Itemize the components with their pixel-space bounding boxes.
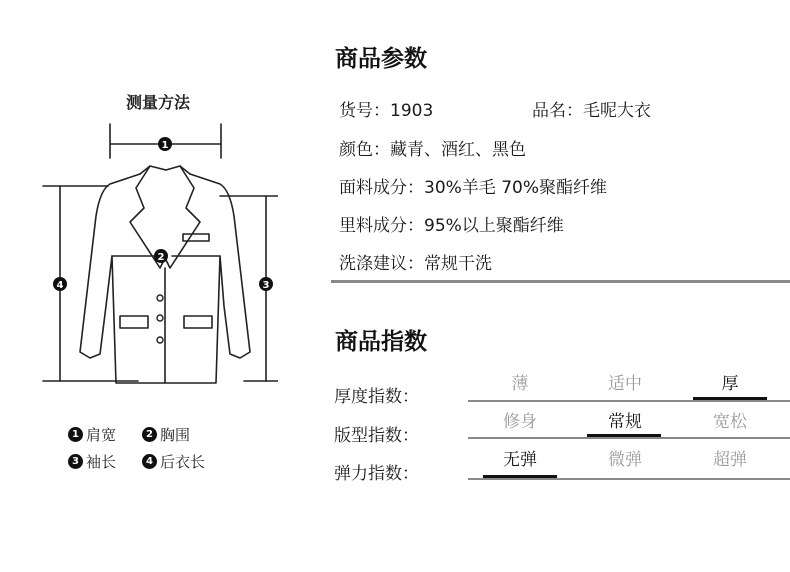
indexes-title: 商品指数 [335,329,427,355]
fit-index-label: 版型指数： [334,426,419,446]
thickness-option-thin: 薄 [511,374,529,394]
row-divider [468,400,790,402]
fit-option-regular: 常规 [608,412,642,432]
thickness-index-label: 厚度指数： [334,387,419,407]
elasticity-option-slight: 微弹 [608,450,642,470]
section-divider [331,280,790,283]
lining-composition: 里料成分：95%以上聚酯纤维 [339,216,564,236]
svg-text:3: 3 [262,280,270,291]
elasticity-option-none: 无弹 [503,450,537,470]
product-colors: 颜色：藏青、酒红、黑色 [339,140,526,160]
legend-number: 4 [142,454,157,469]
measure-title: 测量方法 [126,93,191,112]
row-divider [468,437,790,439]
elasticity-index-label: 弹力指数： [334,464,419,484]
legend-sleeve-length [68,451,116,472]
fit-option-slim: 修身 [503,412,537,432]
product-name: 品名：毛呢大衣 [532,101,651,121]
elasticity-option-super: 超弹 [713,450,747,470]
params-title: 商品参数 [335,46,427,72]
thickness-option-medium: 适中 [608,374,642,394]
svg-text:2: 2 [157,252,165,263]
item-number: 货号：1903 [339,101,434,121]
svg-text:4: 4 [56,280,64,291]
row-divider [468,478,790,480]
legend-shoulder-width [68,424,116,445]
svg-text:1: 1 [161,140,169,151]
legend-label: 后衣长 [160,453,206,471]
thickness-option-thick: 厚 [721,374,739,394]
legend-label: 肩宽 [86,426,117,444]
legend-number: 1 [68,427,83,442]
fabric-composition: 面料成分：30%羊毛 70%聚酯纤维 [339,178,607,198]
legend-number: 3 [68,454,83,469]
legend-chest [142,424,190,445]
legend-number: 2 [142,427,157,442]
legend-back-length [142,451,205,472]
wash-advice: 洗涤建议：常规干洗 [339,254,492,274]
jacket-diagram [38,118,278,388]
legend-label: 袖长 [86,453,117,471]
fit-option-loose: 宽松 [713,412,747,432]
legend-label: 胸围 [160,426,191,444]
